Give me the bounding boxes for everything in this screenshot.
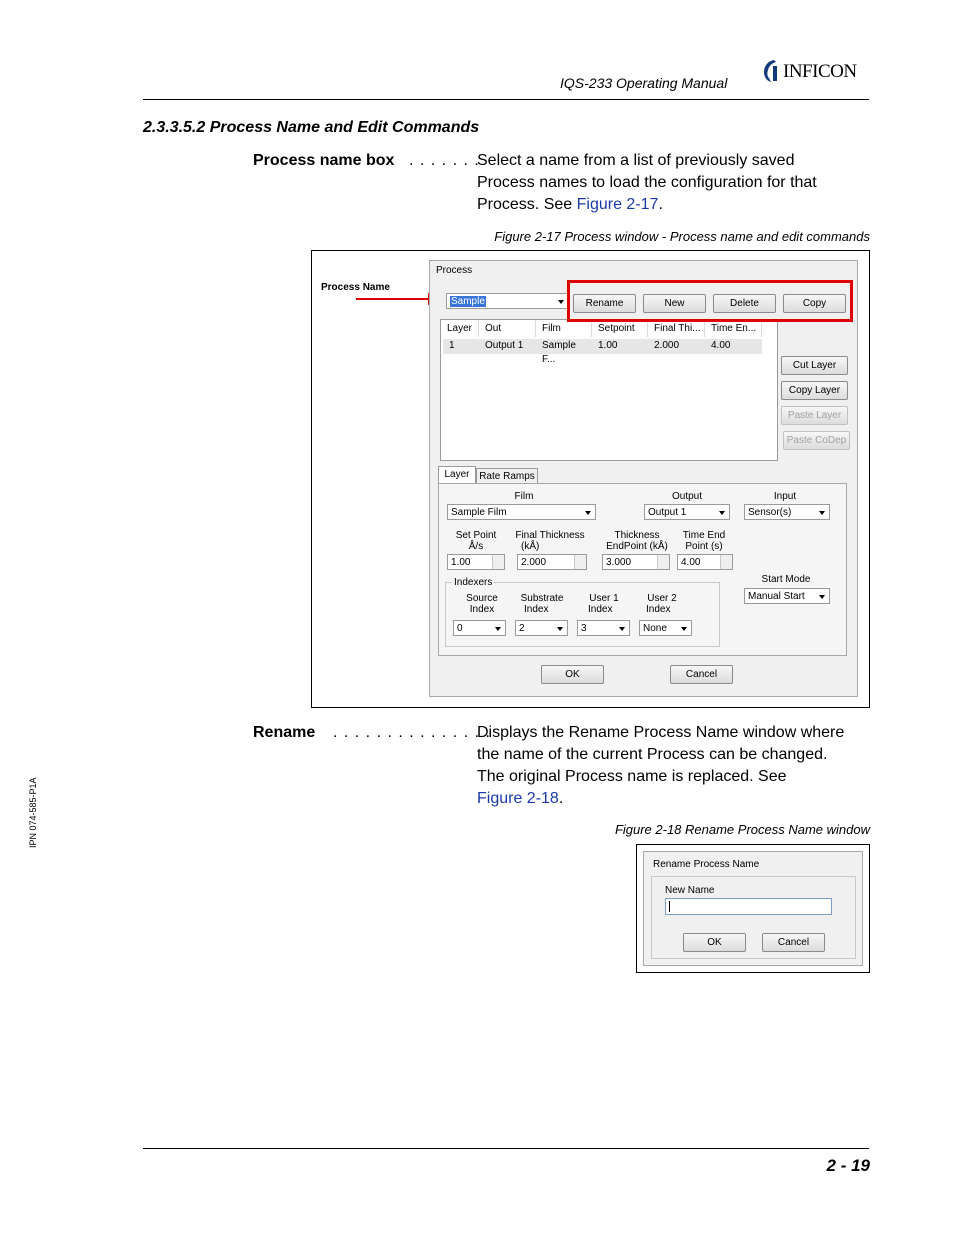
chevron-down-icon (585, 511, 591, 515)
label-line: EndPoint (kÅ) (606, 541, 668, 552)
figure-2-17-caption: Figure 2-17 Process window - Process name and edit commands (494, 229, 870, 244)
label-line: Index (588, 604, 613, 615)
text-line: Displays the Rename Process Name window where (477, 724, 845, 741)
grid-header[interactable]: Out (479, 320, 536, 337)
text-line: the name of the current Process can be changed. (477, 746, 828, 763)
tab-layer[interactable]: Layer (438, 466, 476, 483)
tab-rate-ramps[interactable]: Rate Ramps (476, 468, 538, 484)
label-line: (kÅ) (521, 541, 540, 552)
thickness-endpoint-value: 3.000 (606, 557, 632, 568)
input-label: Input (773, 491, 797, 502)
output-value: Output 1 (648, 507, 687, 518)
process-name-value: Sample (451, 296, 485, 307)
label-line: Time End (682, 530, 726, 541)
film-combo[interactable] (447, 504, 596, 520)
text-span: . (658, 196, 663, 213)
rename-ok-button[interactable]: OK (683, 933, 746, 952)
user1-index-combo[interactable] (577, 620, 630, 636)
cut-layer-button[interactable]: Cut Layer (781, 356, 848, 375)
paste-layer-button[interactable]: Paste Layer (781, 406, 848, 425)
label-line: Index (524, 604, 549, 615)
callout-label: Process Name (321, 282, 390, 293)
table-row[interactable] (443, 339, 762, 365)
rename-window (643, 851, 863, 966)
label-line: User 1 (589, 593, 619, 604)
grid-header[interactable]: Film (536, 320, 592, 337)
label-line: Set Point (455, 530, 497, 541)
label-line: Index (646, 604, 671, 615)
figure-2-17-frame (311, 250, 870, 708)
label-line: User 2 (647, 593, 677, 604)
label-line: Final Thickness (515, 530, 585, 541)
new-name-input[interactable] (665, 898, 832, 915)
substrate-index-combo[interactable] (515, 620, 568, 636)
start-mode-label: Start Mode (761, 574, 811, 585)
chevron-down-icon (558, 300, 564, 304)
ok-button[interactable]: OK (541, 665, 604, 684)
chevron-down-icon (819, 511, 825, 515)
substrate-index-value: 2 (519, 623, 525, 634)
source-index-combo[interactable] (453, 620, 506, 636)
callout-arrow-line (356, 298, 428, 300)
new-button[interactable]: New (643, 294, 706, 313)
rename-window-title: Rename Process Name (653, 859, 760, 870)
chevron-down-icon (619, 627, 625, 631)
source-index-value: 0 (457, 623, 463, 634)
edit-commands-highlight (567, 280, 853, 322)
figure-2-17-link[interactable]: Figure 2-17 (576, 196, 659, 213)
chevron-down-icon (719, 511, 725, 515)
substrate-index-label (516, 593, 568, 615)
label-line: Source (466, 593, 498, 604)
layers-grid[interactable] (440, 319, 778, 461)
new-name-label: New Name (665, 885, 715, 896)
section-heading: 2.3.3.5.2 Process Name and Edit Commands (143, 119, 480, 136)
label-line: Å/s (468, 541, 484, 552)
figure-2-18-frame (636, 844, 870, 973)
time-end-value: 4.00 (681, 557, 701, 568)
footer-rule (143, 1148, 869, 1149)
header-rule (143, 99, 869, 100)
output-combo[interactable] (644, 504, 730, 520)
paste-codep-button[interactable]: Paste CoDep (783, 431, 850, 450)
final-thickness-label (515, 530, 585, 552)
chevron-down-icon (557, 627, 563, 631)
grid-header[interactable]: Time En... (705, 320, 762, 337)
input-value: Sensor(s) (748, 507, 792, 518)
text-line: Process names to load the configuration for that (477, 174, 817, 191)
logo-text: INFICON (783, 61, 857, 82)
process-name-combo[interactable] (446, 293, 569, 309)
user2-index-label (642, 593, 682, 615)
figure-2-18-caption: Figure 2-18 Rename Process Name window (614, 822, 870, 837)
user1-index-label (584, 593, 624, 615)
leader-dots: . . . . . . . . . . . . . . . (333, 724, 491, 741)
copy-layer-button[interactable]: Copy Layer (781, 381, 848, 400)
window-title: Process (436, 265, 473, 276)
setpoint-value: 1.00 (451, 557, 471, 568)
process-window (429, 260, 858, 697)
figure-2-18-link[interactable]: Figure 2-18 (477, 790, 559, 807)
setpoint-field[interactable] (447, 554, 505, 570)
time-end-label (679, 530, 729, 552)
term-process-name-box: Process name box (253, 152, 395, 169)
text-line (477, 788, 877, 810)
leader-dots: . . . . . . . (409, 152, 480, 169)
grid-cell: 2.000 (654, 340, 680, 351)
indexers-group (445, 577, 720, 647)
page-number: 2 - 19 (826, 1156, 870, 1175)
user1-index-value: 3 (581, 623, 587, 634)
label-line: Index (469, 604, 495, 615)
thickness-endpoint-label (602, 530, 672, 552)
spin-arrows-icon[interactable] (574, 555, 586, 569)
setpoint-label (451, 530, 501, 552)
term-rename: Rename (253, 724, 316, 741)
final-thickness-value: 2.000 (521, 557, 547, 568)
label-line: Point (s) (685, 541, 723, 552)
chevron-down-icon (681, 627, 687, 631)
start-mode-combo[interactable] (744, 588, 830, 604)
rename-description (477, 722, 877, 810)
grid-cell: 1.00 (598, 340, 618, 351)
rename-button[interactable]: Rename (573, 294, 636, 313)
indexers-label: Indexers (454, 577, 493, 588)
output-label: Output (671, 491, 703, 502)
final-thickness-field[interactable] (517, 554, 587, 570)
input-combo[interactable] (744, 504, 830, 520)
source-index-label (460, 593, 504, 615)
text-span: Process. See (477, 196, 577, 213)
spin-arrows-icon[interactable] (720, 555, 732, 569)
rename-cancel-button[interactable]: Cancel (762, 933, 825, 952)
thickness-endpoint-field[interactable] (602, 554, 670, 570)
process-name-box-description (477, 150, 877, 216)
film-label: Film (514, 491, 534, 502)
text-line: Select a name from a list of previously saved (477, 152, 795, 169)
user2-index-combo[interactable] (639, 620, 692, 636)
user2-index-value: None (643, 623, 667, 634)
chevron-down-icon (495, 627, 501, 631)
text-cursor (669, 901, 670, 912)
ipn-side-text: IPN 074-585-P1A (28, 777, 38, 848)
spin-arrows-icon[interactable] (492, 555, 504, 569)
manual-title: IQS-233 Operating Manual (560, 75, 728, 91)
film-value: Sample Film (451, 507, 507, 518)
rename-group (651, 876, 856, 959)
copy-button[interactable]: Copy (783, 294, 846, 313)
grid-header[interactable]: Layer (441, 320, 479, 337)
text-line: The original Process name is replaced. See (477, 768, 787, 785)
time-end-field[interactable] (677, 554, 733, 570)
label-line: Thickness (614, 530, 660, 541)
grid-cell: 4.00 (711, 340, 731, 351)
start-mode-value: Manual Start (748, 591, 805, 602)
delete-button[interactable]: Delete (713, 294, 776, 313)
grid-cell: 1 (449, 340, 455, 351)
grid-header[interactable]: Final Thi... (648, 320, 705, 337)
text-line (477, 194, 877, 216)
spin-arrows-icon[interactable] (657, 555, 669, 569)
text-span: . (558, 790, 564, 807)
grid-header[interactable]: Setpoint (592, 320, 648, 337)
grid-cell: Output 1 (485, 340, 524, 351)
label-line: Substrate (520, 593, 564, 604)
layer-tab-panel (438, 483, 847, 656)
chevron-down-icon (819, 595, 825, 599)
cancel-button[interactable]: Cancel (670, 665, 733, 684)
grid-cell: Sample F... (542, 340, 576, 365)
